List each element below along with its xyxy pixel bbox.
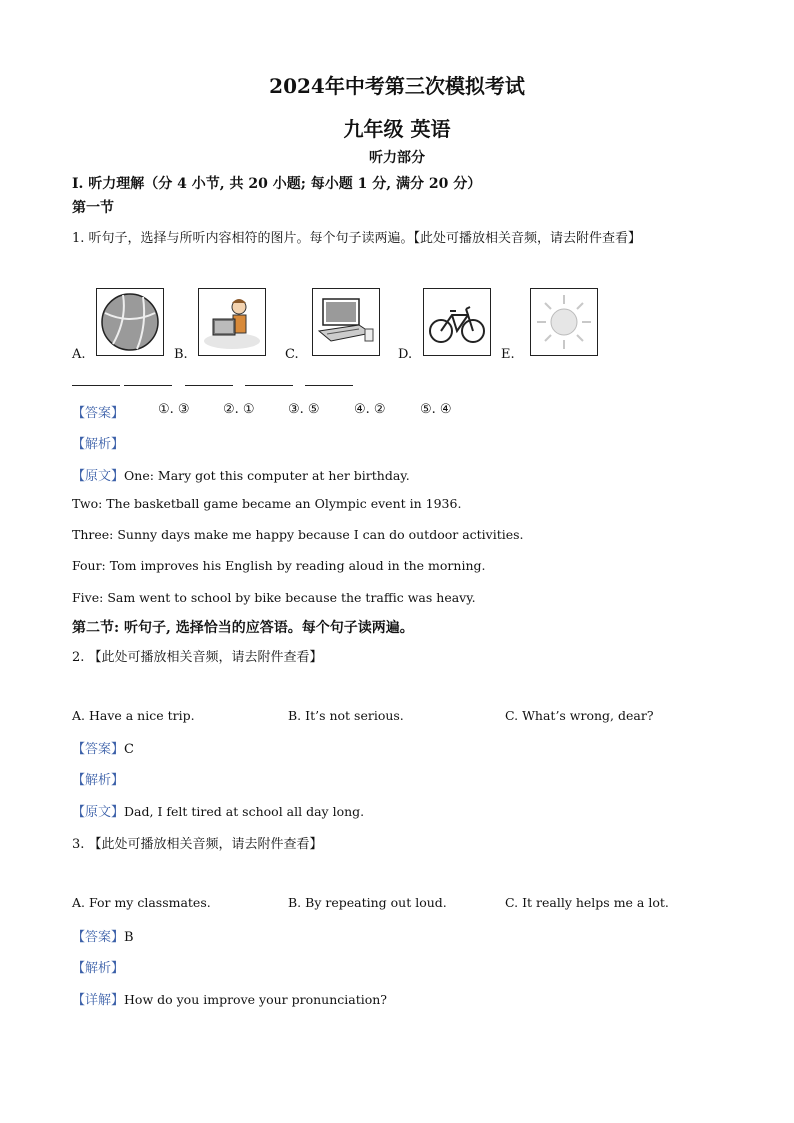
answer-item: ①. ③ [158, 402, 190, 417]
answer-tag: 【答案】 [72, 742, 125, 757]
exam-subtitle: 九年级 英语 [343, 117, 451, 141]
basketball-picture [96, 288, 164, 356]
detail-text: How do you improve your pronunciation? [124, 992, 388, 1007]
original-line-1 [72, 465, 410, 484]
answer-item: ⑤. ④ [420, 402, 452, 417]
q3-option-b: B. By repeating out loud. [288, 895, 447, 910]
original-text: Dad, I felt tired at school all day long. [124, 804, 365, 819]
answer-tag: 【答案】 [72, 930, 125, 945]
answer-blank[interactable] [245, 385, 293, 386]
basketball-icon [97, 289, 163, 355]
bicycle-picture [423, 288, 491, 356]
answer-value: C [124, 742, 134, 757]
detail-tag: 【详解】 [72, 993, 125, 1008]
question-3-prompt: 3. 【此处可播放相关音频，请去附件查看】 [72, 837, 323, 852]
original-text: One: Mary got this computer at her birthday. [124, 468, 410, 483]
q3-answer [72, 926, 134, 945]
answer-tag: 【答案】 [72, 406, 125, 421]
q2-answer [72, 738, 134, 757]
original-line-5: Five: Sam went to school by bike because the traffic was heavy. [72, 590, 476, 605]
question-1-prompt: 1. 听句子，选择与所听内容相符的图片。每个句子读两遍。【此处可播放相关音频，请去附件查看】 [72, 231, 642, 246]
option-letter-e: E. [501, 347, 515, 362]
option-letter-a: A. [72, 347, 86, 362]
section-heading: I. 听力理解（分 4 小节, 共 20 小题; 每小题 1 分, 满分 20 分） [72, 176, 482, 192]
analysis-tag: 【解析】 [72, 773, 125, 788]
answer-blank[interactable] [185, 385, 233, 386]
q3-option-a: A. For my classmates. [72, 895, 211, 910]
q2-option-c: C. What’s wrong, dear? [505, 708, 654, 723]
sun-icon [531, 289, 597, 355]
original-line-4: Four: Tom improves his English by reading aloud in the morning. [72, 558, 486, 573]
question-2-prompt: 2. 【此处可播放相关音频，请去附件查看】 [72, 650, 323, 665]
laptop-picture [312, 288, 380, 356]
q3-detail [72, 989, 387, 1008]
answer-value: B [124, 930, 134, 945]
q2-option-b: B. It’s not serious. [288, 708, 404, 723]
part-title: 听力部分 [369, 150, 425, 166]
analysis-tag: 【解析】 [72, 437, 125, 452]
original-tag: 【原文】 [72, 805, 125, 820]
q2-original [72, 801, 364, 820]
answer-item: ②. ① [223, 402, 255, 417]
sun-picture [530, 288, 598, 356]
subsection-title: 第一节 [72, 200, 114, 216]
original-line-3: Three: Sunny days make me happy because I can do outdoor activities. [72, 527, 524, 542]
section-2-heading: 第二节: 听句子, 选择恰当的应答语。每个句子读两遍。 [72, 620, 414, 636]
original-tag: 【原文】 [72, 469, 125, 484]
answer-item: ③. ⑤ [288, 402, 320, 417]
analysis-tag: 【解析】 [72, 961, 125, 976]
answer-blank[interactable] [72, 385, 120, 386]
option-letter-b: B. [174, 347, 188, 362]
exam-title: 2024年中考第三次模拟考试 [269, 74, 525, 98]
answer-item: ④. ② [354, 402, 386, 417]
reading-boy-icon [199, 289, 265, 355]
option-letter-c: C. [285, 347, 299, 362]
original-line-2: Two: The basketball game became an Olympic event in 1936. [72, 496, 462, 511]
bicycle-icon [424, 289, 490, 355]
q3-option-c: C. It really helps me a lot. [505, 895, 669, 910]
laptop-icon [313, 289, 379, 355]
reading-picture [198, 288, 266, 356]
option-letter-d: D. [398, 347, 413, 362]
answer-blank[interactable] [124, 385, 172, 386]
q2-option-a: A. Have a nice trip. [72, 708, 195, 723]
answer-blank[interactable] [305, 385, 353, 386]
